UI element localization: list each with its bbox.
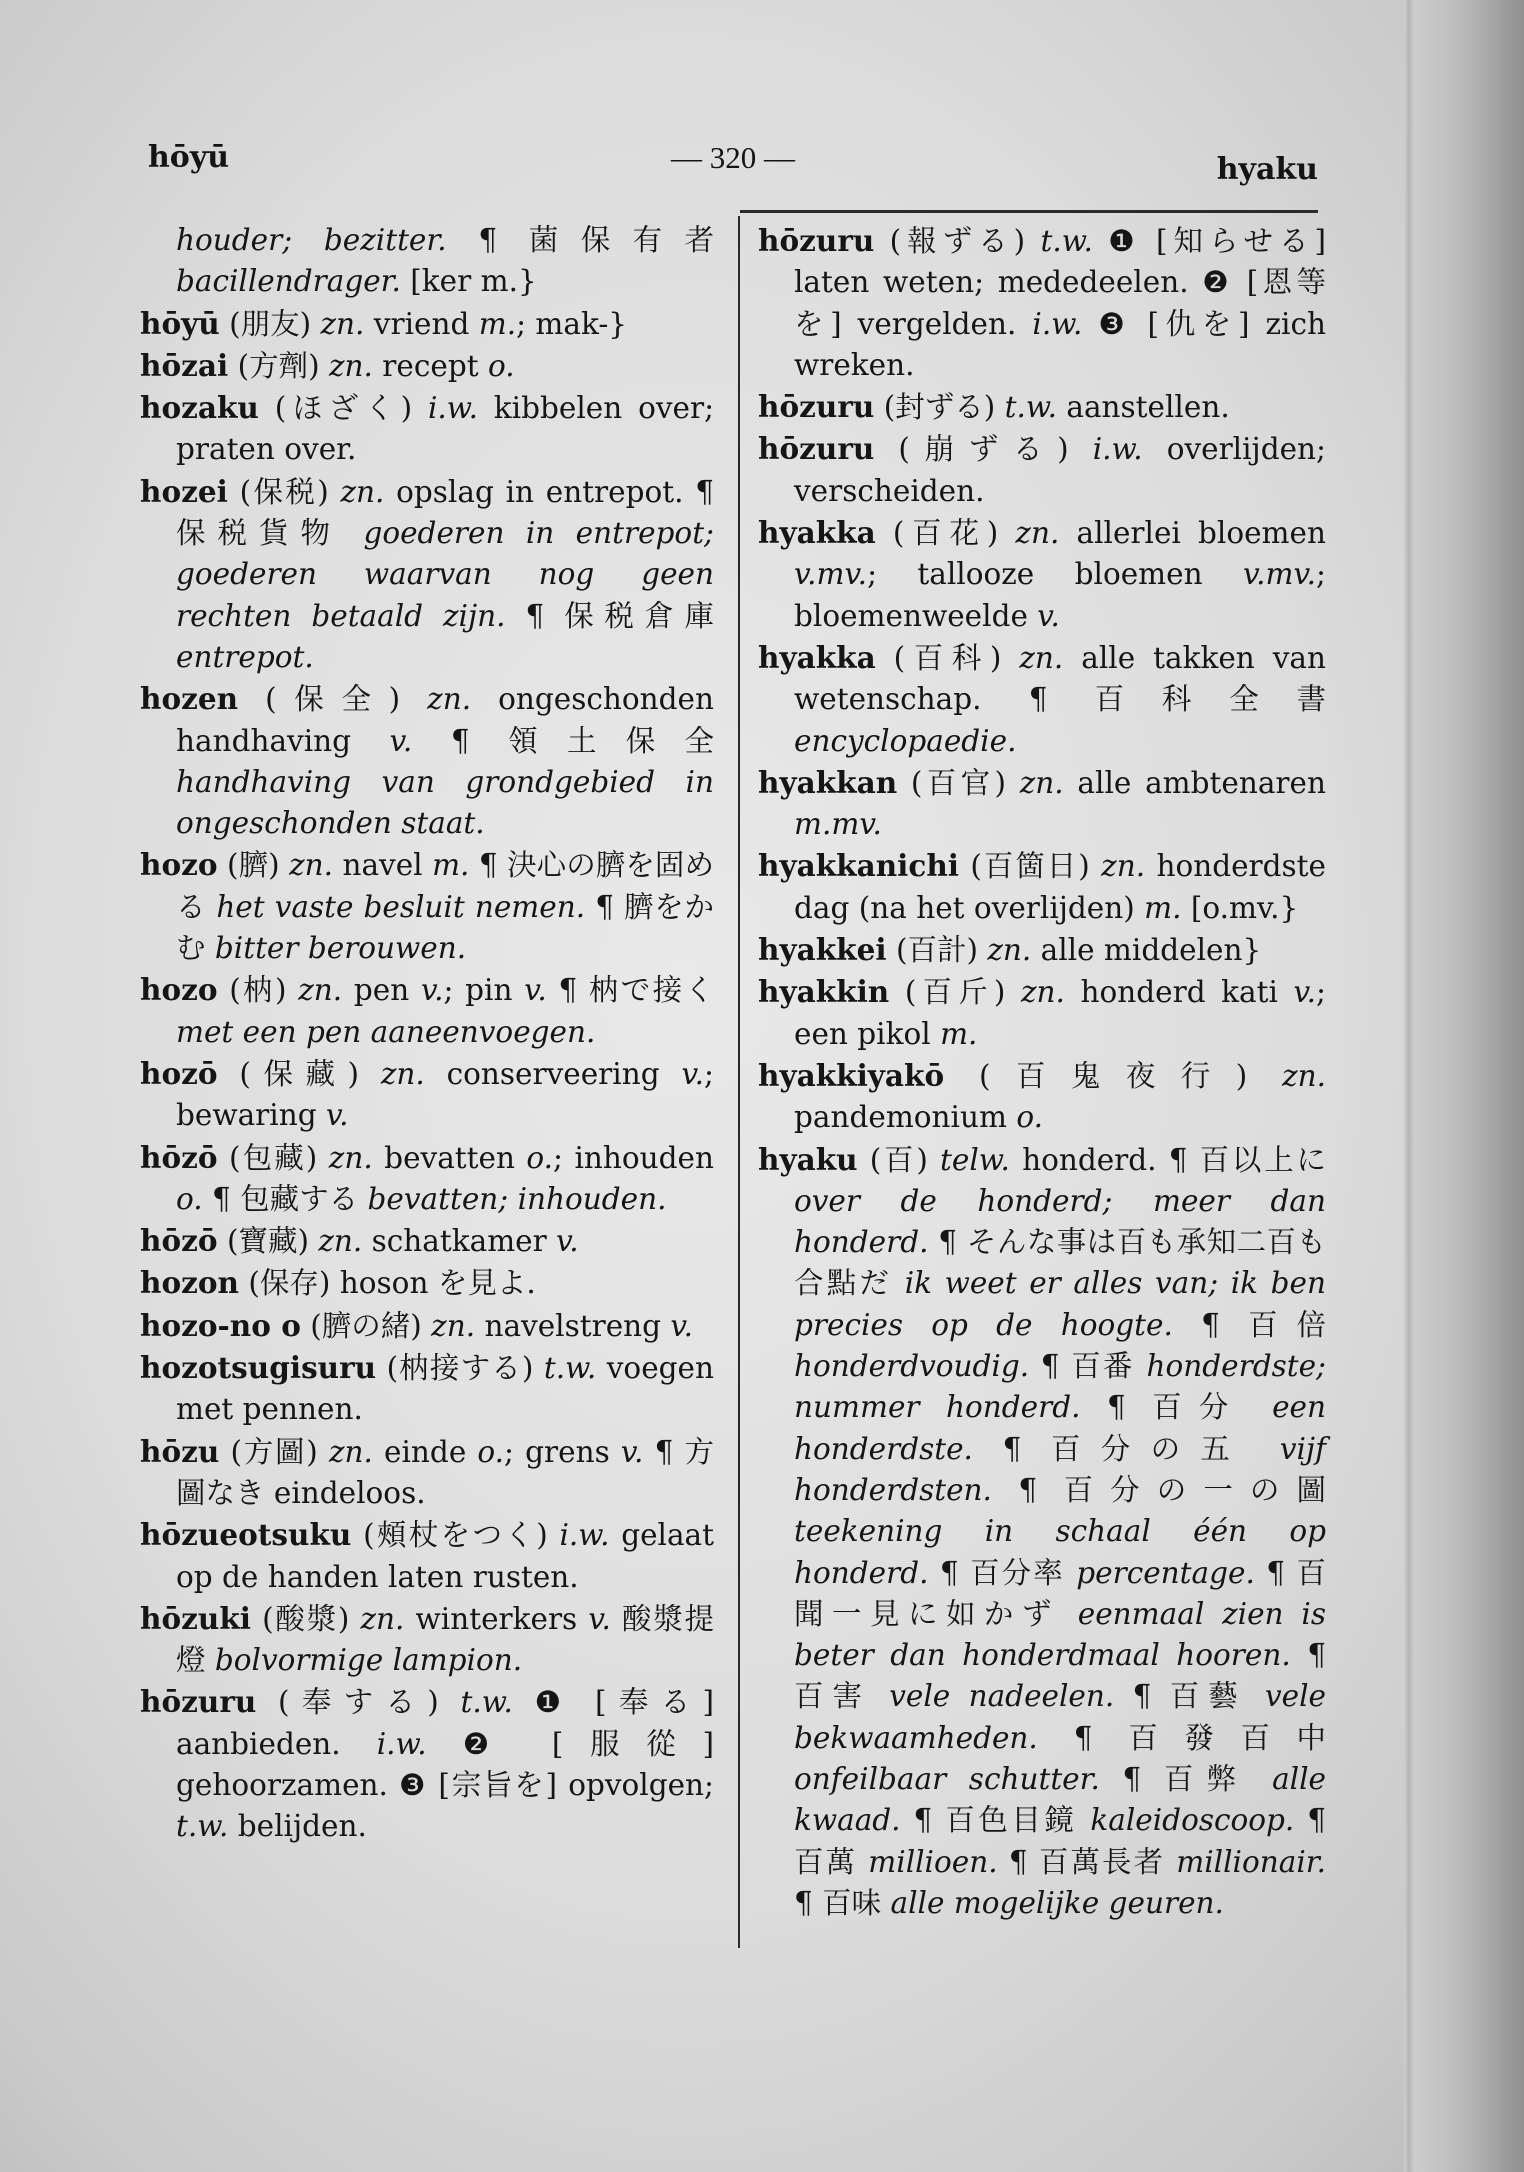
entry-text: navel [333,848,433,883]
entry-text: ongeschonden handhaving [176,682,714,758]
grammar-abbrev: t.w. [460,1685,513,1720]
entry-text: alle middelen} [1031,933,1262,968]
grammar-abbrev: zn. [427,682,472,717]
entry-text: honderd kati [1064,975,1294,1010]
dictionary-entry [758,929,1326,971]
entry-text: recept [372,348,488,383]
grammar-abbrev: zn. [328,1140,373,1175]
translation-phrase: goederen in entrepot; goederen waarvan nog geen rechten betaald zijn. [176,516,714,633]
grammar-abbrev: m. [432,848,470,883]
dictionary-entry [140,844,714,969]
dictionary-entry [758,762,1326,846]
grammar-abbrev: v. [588,1601,611,1636]
entry-text: [o.mv.} [1181,890,1299,925]
entry-text: ¶ 百害 [794,1638,1326,1714]
entry-text: allerlei bloemen [1059,516,1326,551]
entry-text: ¶ 包藏する [202,1181,368,1216]
entry-text: belijden. [228,1809,367,1844]
left-column [140,220,714,1848]
grammar-abbrev: i.w. [559,1518,610,1553]
translation-phrase: handhaving van grondgebied in ongeschonden staat. [176,764,714,841]
entry-text: (寶藏) [217,1224,319,1259]
header-right-guideword: hyaku [1216,152,1318,187]
entry-text: ; bloemenweelde [794,557,1326,633]
header-left-guideword: hōyū [148,140,230,175]
grammar-abbrev: v. [681,1056,705,1091]
grammar-abbrev: zn. [328,348,373,383]
entry-text: (百箇日) [958,849,1102,884]
grammar-abbrev: i.w. [1032,306,1083,341]
entry-text: ; pin [443,973,525,1008]
entry-text: winterkers [404,1601,589,1636]
entry-text: ¶ 百味 [794,1885,891,1920]
entry-text: (保藏) [217,1056,381,1091]
entry-text: vriend [364,306,479,341]
dictionary-entry [140,1220,714,1262]
entry-text: schatkamer [362,1224,557,1259]
column-divider [738,216,740,1948]
entry-text: ¶ 臍をかむ [176,889,714,966]
translation-phrase: ik weet er alles van; ik ben precies op de hoogte. [794,1266,1326,1342]
dictionary-entry [140,303,714,345]
dictionary-entry [758,1139,1326,1925]
translation-phrase: vijf honderdsten. [794,1431,1326,1507]
entry-text: (百) [857,1142,941,1177]
grammar-abbrev: o. [526,1140,554,1175]
translation-phrase: honderdvoudig. [794,1349,1030,1384]
headword: hōzō [140,1139,218,1175]
dictionary-entry [140,1053,714,1137]
headword: hyakka [758,515,876,551]
headword: hozen [140,681,239,717]
headword: hozotsugisuru [140,1350,377,1386]
headword: hozon [140,1265,240,1301]
entry-text: ¶ 百藝 [1114,1679,1265,1714]
entry-text: (保全) [238,682,428,717]
entry-text: (臍) [217,848,290,883]
grammar-abbrev: t.w. [543,1351,597,1386]
entry-text: ¶ 百色目鏡 [900,1803,1091,1838]
entry-text: einde [372,1434,478,1469]
translation-phrase: over de honderd; meer dan honderd. [794,1183,1326,1260]
grammar-abbrev: zn. [318,1224,363,1259]
entry-text: ¶ 菌保有者 [446,223,714,257]
entry-text: ¶ 百發百中 [1037,1720,1326,1755]
dictionary-entry [758,220,1326,386]
entry-text: ¶ そんな事は百も承知二百も合點だ [794,1225,1326,1301]
dictionary-entry [140,1598,714,1682]
entry-text: (百計) [886,933,988,968]
translation-phrase: encyclopaedie. [794,723,1017,758]
entry-text: ¶ 百弊 [1099,1761,1273,1796]
grammar-abbrev: v. [524,973,547,1008]
entry-text: ; inhouden [553,1140,714,1175]
translation-phrase: bitter berouwen. [214,931,467,966]
translation-phrase: millioen. [868,1844,998,1879]
dictionary-entry [758,971,1326,1055]
entry-text: ; een pikol [794,975,1326,1051]
grammar-abbrev: zn. [1021,975,1065,1010]
entry-text: ¶ 百分 [1080,1390,1273,1425]
dictionary-entry [140,387,714,471]
entry-text: gelaat op de handen laten rusten. [176,1518,714,1594]
headword: hōzuru [140,1684,257,1720]
grammar-abbrev: zn. [1282,1058,1326,1093]
header-rule [740,210,1318,213]
headword: hyakkan [758,764,898,800]
entry-text: ¶ 百萬 [794,1803,1326,1879]
grammar-abbrev: m. [1144,890,1182,925]
entry-text: pandemonium [794,1100,1017,1135]
entry-text: (包藏) [217,1140,329,1175]
entry-text: (百官) [897,765,1020,800]
grammar-abbrev: o. [1016,1100,1043,1135]
dictionary-entry [758,428,1326,512]
grammar-abbrev: v. [325,1098,349,1133]
entry-text: [ker m.} [400,264,537,299]
headword: hyaku [758,1141,858,1177]
entry-text: ¶ 百分率 [928,1555,1077,1590]
entry-text: ❶ [奉る] aanbieden. [176,1685,714,1761]
dictionary-entry [140,220,714,303]
entry-text: alle takken van wetenschap. ¶ 百科全書 [794,640,1327,717]
entry-text: ¶ 決心の臍を固める [176,848,714,924]
grammar-abbrev: t.w. [1004,390,1057,425]
dictionary-entry [140,678,714,844]
entry-text: (崩ずる) [874,432,1093,467]
headword: hōzuru [758,389,875,425]
dictionary-entry [758,845,1326,929]
entry-text: ¶ 百分の一の圖 [991,1472,1326,1507]
dictionary-entry [758,637,1326,762]
entry-text: (封ずる) [874,390,1005,425]
grammar-abbrev: v. [420,973,444,1008]
entry-text: ¶ 百萬長者 [997,1844,1177,1879]
headword: hōzuru [758,223,875,258]
next-page-edge [1404,0,1524,2172]
dictionary-entry [758,386,1326,428]
dictionary-entry [140,969,714,1053]
grammar-abbrev: v. [1293,975,1317,1010]
entry-text: ; bewaring [176,1056,714,1133]
entry-text: alle ambtenaren [1063,765,1326,800]
entry-text: ¶ 百聞一見に如かず [794,1555,1326,1631]
translation-phrase: houder; bezitter. [176,223,447,257]
headword: hozo [140,847,218,883]
entry-text: ❸ [仇を] zich wreken. [794,306,1326,382]
translation-phrase: honderdste; nummer honderd. [794,1349,1326,1425]
translation-phrase: onfeilbaar schutter. [794,1761,1100,1796]
entry-text: ; tallooze bloemen [867,557,1243,592]
grammar-abbrev: v. [1037,598,1060,633]
entry-text: (百花) [875,516,1016,551]
grammar-abbrev: o. [477,1434,505,1469]
entry-text: honderd. ¶ 百以上に [1009,1142,1326,1177]
grammar-abbrev: v. [670,1308,693,1343]
translation-phrase: het vaste besluit nemen. [216,889,586,924]
entry-text: overlijden; verscheiden. [794,432,1326,508]
entry-text: (百斤) [889,975,1021,1010]
dictionary-entry [140,471,714,678]
grammar-abbrev: zn. [1101,849,1146,884]
grammar-abbrev: m. [478,306,517,341]
headword: hyakkiyakō [758,1057,945,1093]
dictionary-entry [140,1305,714,1347]
grammar-abbrev: t.w. [1040,224,1093,258]
grammar-abbrev: v. [620,1434,644,1469]
dictionary-entry [140,1347,714,1431]
entry-text: (酸漿) [250,1601,361,1636]
headword: hyakkin [758,974,890,1010]
dictionary-entry [140,345,714,387]
grammar-abbrev: zn. [1019,640,1064,675]
headword: hozō [140,1055,218,1091]
grammar-abbrev: zn. [431,1308,476,1343]
dictionary-entry [140,1681,714,1847]
dictionary-entry [140,1514,714,1598]
headword: hōzai [140,347,229,383]
headword: hyakkei [758,932,887,968]
entry-text: ; mak-} [516,306,628,341]
translation-phrase: kaleidoscoop. [1090,1803,1295,1838]
translation-phrase: bolvormige lampion. [214,1643,523,1678]
entry-text: bevatten [372,1140,527,1175]
entry-text: ; grens [504,1434,621,1469]
entry-text: ¶ 百番 [1029,1349,1147,1384]
page-number: — 320 — [671,140,795,175]
grammar-abbrev: t.w. [176,1809,229,1844]
translation-phrase: alle kwaad. [794,1761,1326,1838]
grammar-abbrev: zn. [1019,765,1064,800]
entry-text: (枘) [217,973,299,1008]
entry-text: (ほざく) [258,391,428,426]
entry-text: (頰杖をつく) [351,1518,560,1553]
grammar-abbrev: zn. [1015,516,1060,551]
headword: hozaku [140,390,259,426]
entry-text: conserveering [424,1056,682,1091]
entry-text: (百科) [875,640,1020,675]
entry-text: (奉する) [256,1685,461,1720]
dictionary-entry [140,1262,714,1304]
grammar-abbrev: zn. [380,1056,425,1091]
grammar-abbrev: o. [176,1181,203,1216]
entry-text: ¶ 保税倉庫 [505,598,715,633]
translation-phrase: bevatten; inhouden. [367,1181,667,1216]
headword: hōzuki [140,1600,251,1636]
grammar-abbrev: zn. [360,1601,405,1636]
headword: hozei [140,473,228,509]
grammar-abbrev: i.w. [1092,432,1143,467]
entry-text: (臍の緒) [300,1308,432,1343]
grammar-abbrev: i.w. [428,391,478,426]
grammar-abbrev: m.mv. [794,807,882,842]
entry-text: (保存) hoson を見よ. [239,1266,536,1301]
headword: hyakkanichi [758,848,959,884]
grammar-abbrev: telw. [940,1142,1010,1177]
entry-text: pen [342,973,421,1008]
entry-text: ❶ [知らせる] laten weten; mededeelen. ❷ [恩等を] vergelden. [794,224,1326,341]
headword: hōzueotsuku [140,1517,352,1553]
entry-text: (方圖) [219,1434,329,1469]
entry-text: ¶ 枘で接く [546,973,714,1008]
headword: hozo [140,972,218,1008]
entry-text: navelstreng [475,1308,671,1343]
grammar-abbrev: zn. [987,933,1032,968]
headword: hōzuru [758,431,875,467]
entry-text: ¶ 方圖なき eindeloos. [176,1434,714,1510]
entry-text: aanstellen. [1056,390,1230,425]
entry-text: ¶ 領土保全 [412,723,714,758]
translation-phrase: bacillendrager. [176,264,401,299]
grammar-abbrev: zn. [289,848,334,883]
translation-phrase: een honderdste. [794,1390,1326,1466]
translation-phrase: teekening in schaal één op honderd. [794,1514,1326,1590]
entry-text: ¶ 百倍 [1172,1307,1326,1342]
translation-phrase: vele nadeelen. [889,1679,1115,1714]
grammar-abbrev: i.w. [376,1726,427,1761]
grammar-abbrev: v.mv. [1242,557,1317,592]
grammar-abbrev: zn. [298,973,343,1008]
headword: hōzu [140,1433,220,1469]
grammar-abbrev: v.mv. [794,557,868,592]
entry-text: ❷ [服從] gehoorzamen. ❸ [宗旨を] opvolgen; [176,1726,714,1802]
headword: hōyū [140,305,220,341]
grammar-abbrev: zn. [320,306,365,341]
translation-phrase: percentage. [1076,1555,1255,1590]
entry-text: (百鬼夜行) [944,1058,1283,1093]
entry-text: (方劑) [228,348,329,383]
translation-phrase: met een pen aaneenvoegen. [176,1014,596,1049]
grammar-abbrev: o. [487,348,515,383]
translation-phrase: alle mogelijke geuren. [890,1885,1224,1920]
grammar-abbrev: zn. [340,474,385,509]
headword: hozo-no o [140,1307,301,1343]
entry-text: (保税) [227,474,341,509]
entry-text: (朋友) [219,306,321,341]
entry-text: kibbelen over; praten over. [176,391,715,467]
dictionary-entry [758,1055,1326,1139]
right-column [758,220,1326,1924]
translation-phrase: eenmaal zien is beter dan honderdmaal hooren. [794,1596,1326,1673]
translation-phrase: millionair. [1176,1844,1326,1879]
headword: hōzō [140,1223,218,1259]
entry-text: ¶ 百分の五 [972,1431,1280,1466]
translation-phrase: vele bekwaamheden. [794,1679,1326,1755]
translation-phrase: entrepot. [176,639,314,674]
entry-text: opslag in entrepot. ¶ 保税貨物 [176,474,714,551]
headword: hyakka [758,639,876,675]
grammar-abbrev: m. [940,1016,978,1051]
dictionary-entry [140,1137,714,1221]
entry-text: (枘接する) [376,1351,544,1386]
grammar-abbrev: zn. [328,1434,373,1469]
entry-text: (報ずる) [874,224,1041,258]
entry-text: 酸漿提燈 [176,1601,714,1678]
dictionary-entry [758,512,1326,637]
entry-text: voegen met pennen. [176,1351,714,1427]
page-fold-shadow [1404,0,1414,2172]
entry-text: honderdste dag (na het overlijden) [794,849,1326,925]
grammar-abbrev: v. [556,1224,579,1259]
grammar-abbrev: v. [389,723,413,758]
dictionary-entry [140,1431,714,1515]
page-header [148,140,1318,187]
